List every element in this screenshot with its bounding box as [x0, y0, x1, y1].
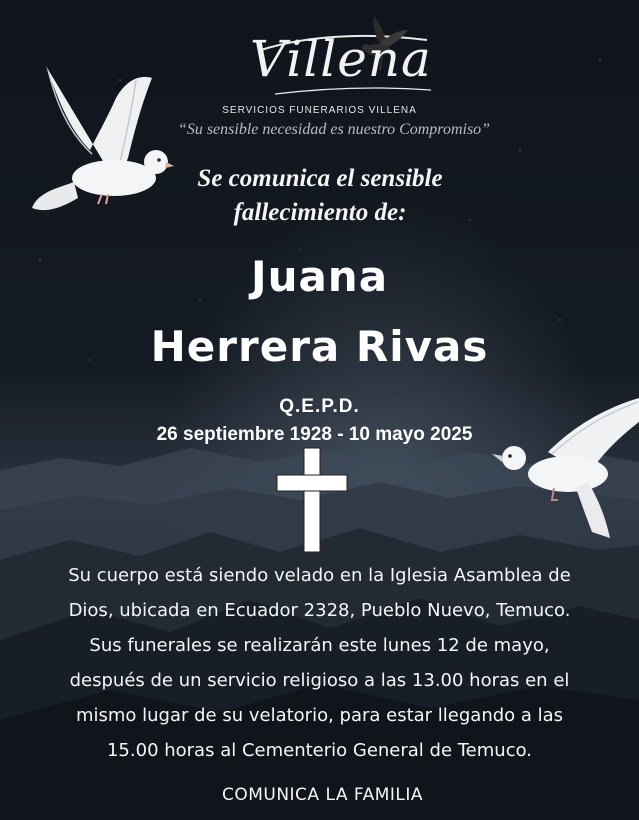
- announcement-line-2: fallecimiento de:: [233, 199, 407, 226]
- details-line: Su cuerpo está siendo velado en la Iglesia Asamblea de: [68, 565, 571, 586]
- details-line: después de un servicio religioso a las 13.00 horas en el: [69, 670, 570, 691]
- deceased-first-name: Juana: [250, 252, 389, 301]
- details-line: 15.00 horas al Cementerio General de Temuco.: [106, 740, 533, 761]
- logo-wordmark: Villena: [250, 30, 432, 88]
- life-dates: 26 septiembre 1928 - 10 mayo 2025: [156, 424, 473, 445]
- logo-subtitle: SERVICIOS FUNERARIOS VILLENA: [222, 105, 417, 116]
- funeral-details: [0, 558, 639, 768]
- details-line: Dios, ubicada en Ecuador 2328, Pueblo Nuevo, Temuco.: [68, 600, 571, 621]
- logo-slogan: “Su sensible necesidad es nuestro Compromiso”: [177, 121, 491, 138]
- qepd-label: Q.E.P.D.: [279, 396, 360, 417]
- signoff-text: COMUNICA LA FAMILIA: [221, 785, 424, 805]
- deceased-last-names: Herrera Rivas: [150, 322, 489, 371]
- details-line: Sus funerales se realizarán este lunes 12 de mayo,: [89, 635, 550, 656]
- details-line: mismo lugar de su velatorio, para estar llegando a las: [75, 705, 564, 726]
- announcement-line-1: Se comunica el sensible: [197, 165, 443, 192]
- cross-icon: [276, 447, 348, 553]
